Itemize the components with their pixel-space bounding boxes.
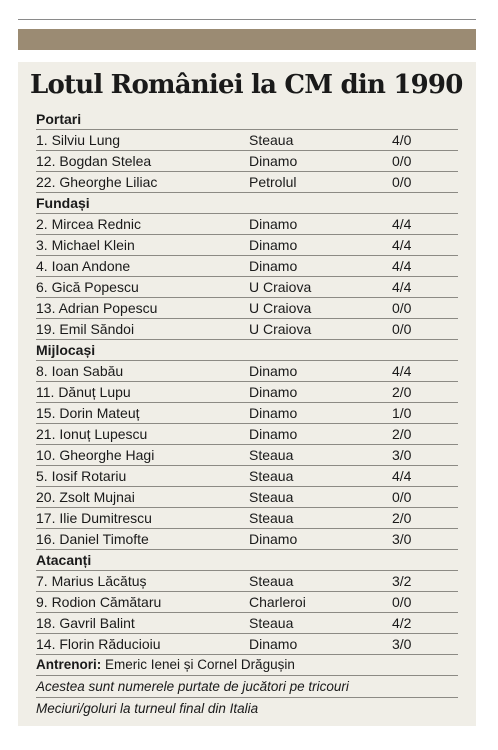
player-club: Dinamo: [249, 153, 298, 169]
player-club: Steaua: [249, 510, 294, 526]
squad-table: [36, 109, 458, 719]
player-stat: 0/0: [392, 153, 412, 169]
player-row: [36, 466, 458, 487]
header-band: [18, 29, 476, 50]
player-name: 5. Iosif Rotariu: [36, 468, 127, 484]
section-heading-row: [36, 550, 458, 571]
player-row: [36, 214, 458, 235]
player-row: [36, 319, 458, 340]
player-stat: 4/4: [392, 258, 412, 274]
player-stat: 0/0: [392, 594, 412, 610]
player-stat: 3/0: [392, 636, 412, 652]
player-row: [36, 256, 458, 277]
player-stat: 4/4: [392, 216, 412, 232]
player-name: 10. Gheorghe Hagi: [36, 447, 155, 463]
player-club: Dinamo: [249, 405, 298, 421]
player-row: [36, 571, 458, 592]
player-name: 9. Rodion Cămătaru: [36, 594, 162, 610]
player-name: 14. Florin Răducioiu: [36, 636, 161, 652]
player-row: [36, 424, 458, 445]
player-club: Steaua: [249, 489, 294, 505]
player-stat: 4/2: [392, 615, 412, 631]
player-club: Charleroi: [249, 594, 306, 610]
player-name: 22. Gheorghe Liliac: [36, 174, 158, 190]
section-heading-row: [36, 340, 458, 361]
player-club: Steaua: [249, 573, 294, 589]
player-name: 20. Zsolt Mujnai: [36, 489, 135, 505]
player-row: [36, 361, 458, 382]
player-name: 6. Gică Popescu: [36, 279, 139, 295]
player-club: Steaua: [249, 447, 294, 463]
player-row: [36, 235, 458, 256]
player-row: [36, 172, 458, 193]
player-name: 2. Mircea Rednic: [36, 216, 142, 232]
player-stat: 4/0: [392, 132, 412, 148]
player-club: Dinamo: [249, 426, 298, 442]
player-club: Steaua: [249, 132, 294, 148]
player-club: Dinamo: [249, 636, 298, 652]
player-club: Dinamo: [249, 384, 298, 400]
section-heading: Atacanți: [36, 552, 92, 568]
top-divider: [18, 19, 476, 20]
player-name: 19. Emil Săndoi: [36, 321, 135, 337]
section-heading: Portari: [36, 111, 82, 127]
player-club: Dinamo: [249, 216, 298, 232]
player-name: 12. Bogdan Stelea: [36, 153, 152, 169]
player-name: 11. Dănuț Lupu: [36, 384, 131, 400]
player-row: [36, 130, 458, 151]
player-club: Dinamo: [249, 363, 298, 379]
player-row: [36, 592, 458, 613]
player-stat: 4/4: [392, 468, 412, 484]
coaches-names: Emeric Ienei și Cornel Drăgușin: [105, 657, 295, 672]
player-stat: 3/0: [392, 531, 412, 547]
page-title: Lotul României la CM din 1990: [30, 70, 463, 100]
section-heading: Fundași: [36, 195, 90, 211]
player-stat: 2/0: [392, 384, 412, 400]
player-club: U Craiova: [249, 300, 312, 316]
player-row: [36, 403, 458, 424]
player-row: [36, 151, 458, 172]
player-name: 18. Gavril Balint: [36, 615, 135, 631]
player-club: Petrolul: [249, 174, 297, 190]
player-row: [36, 529, 458, 550]
player-stat: 4/4: [392, 279, 412, 295]
section-heading-row: [36, 193, 458, 214]
player-stat: 1/0: [392, 405, 412, 421]
player-stat: 3/2: [392, 573, 412, 589]
player-stat: 0/0: [392, 300, 412, 316]
player-name: 16. Daniel Timofte: [36, 531, 149, 547]
coaches-row: [36, 655, 458, 676]
player-stat: 4/4: [392, 363, 412, 379]
player-row: [36, 613, 458, 634]
player-name: 3. Michael Klein: [36, 237, 135, 253]
player-name: 4. Ioan Andone: [36, 258, 131, 274]
player-club: U Craiova: [249, 279, 312, 295]
footnote: Acestea sunt numerele purtate de jucători pe tricouri: [36, 676, 458, 698]
player-stat: 4/4: [392, 237, 412, 253]
player-row: [36, 445, 458, 466]
squad-card: [18, 62, 476, 726]
player-name: 13. Adrian Popescu: [36, 300, 158, 316]
player-name: 8. Ioan Sabău: [36, 363, 124, 379]
player-club: Dinamo: [249, 531, 298, 547]
player-club: Steaua: [249, 615, 294, 631]
player-club: Steaua: [249, 468, 294, 484]
player-name: 15. Dorin Mateuț: [36, 405, 140, 421]
player-row: [36, 277, 458, 298]
player-row: [36, 508, 458, 529]
player-row: [36, 634, 458, 655]
coaches-text: [36, 655, 295, 675]
player-stat: 0/0: [392, 489, 412, 505]
player-name: 1. Silviu Lung: [36, 132, 121, 148]
player-club: Dinamo: [249, 237, 298, 253]
player-stat: 3/0: [392, 447, 412, 463]
player-club: Dinamo: [249, 258, 298, 274]
player-stat: 0/0: [392, 321, 412, 337]
player-row: [36, 298, 458, 319]
section-heading: Mijlocași: [36, 342, 96, 358]
player-stat: 2/0: [392, 426, 412, 442]
player-stat: 2/0: [392, 510, 412, 526]
player-name: 21. Ionuț Lupescu: [36, 426, 148, 442]
player-row: [36, 487, 458, 508]
section-heading-row: [36, 109, 458, 130]
player-name: 17. Ilie Dumitrescu: [36, 510, 152, 526]
player-club: U Craiova: [249, 321, 312, 337]
player-stat: 0/0: [392, 174, 412, 190]
player-name: 7. Marius Lăcătuș: [36, 573, 147, 589]
player-row: [36, 382, 458, 403]
coaches-label: Antrenori:: [36, 657, 102, 672]
footnote: Meciuri/goluri la turneul final din Italia: [36, 701, 259, 716]
